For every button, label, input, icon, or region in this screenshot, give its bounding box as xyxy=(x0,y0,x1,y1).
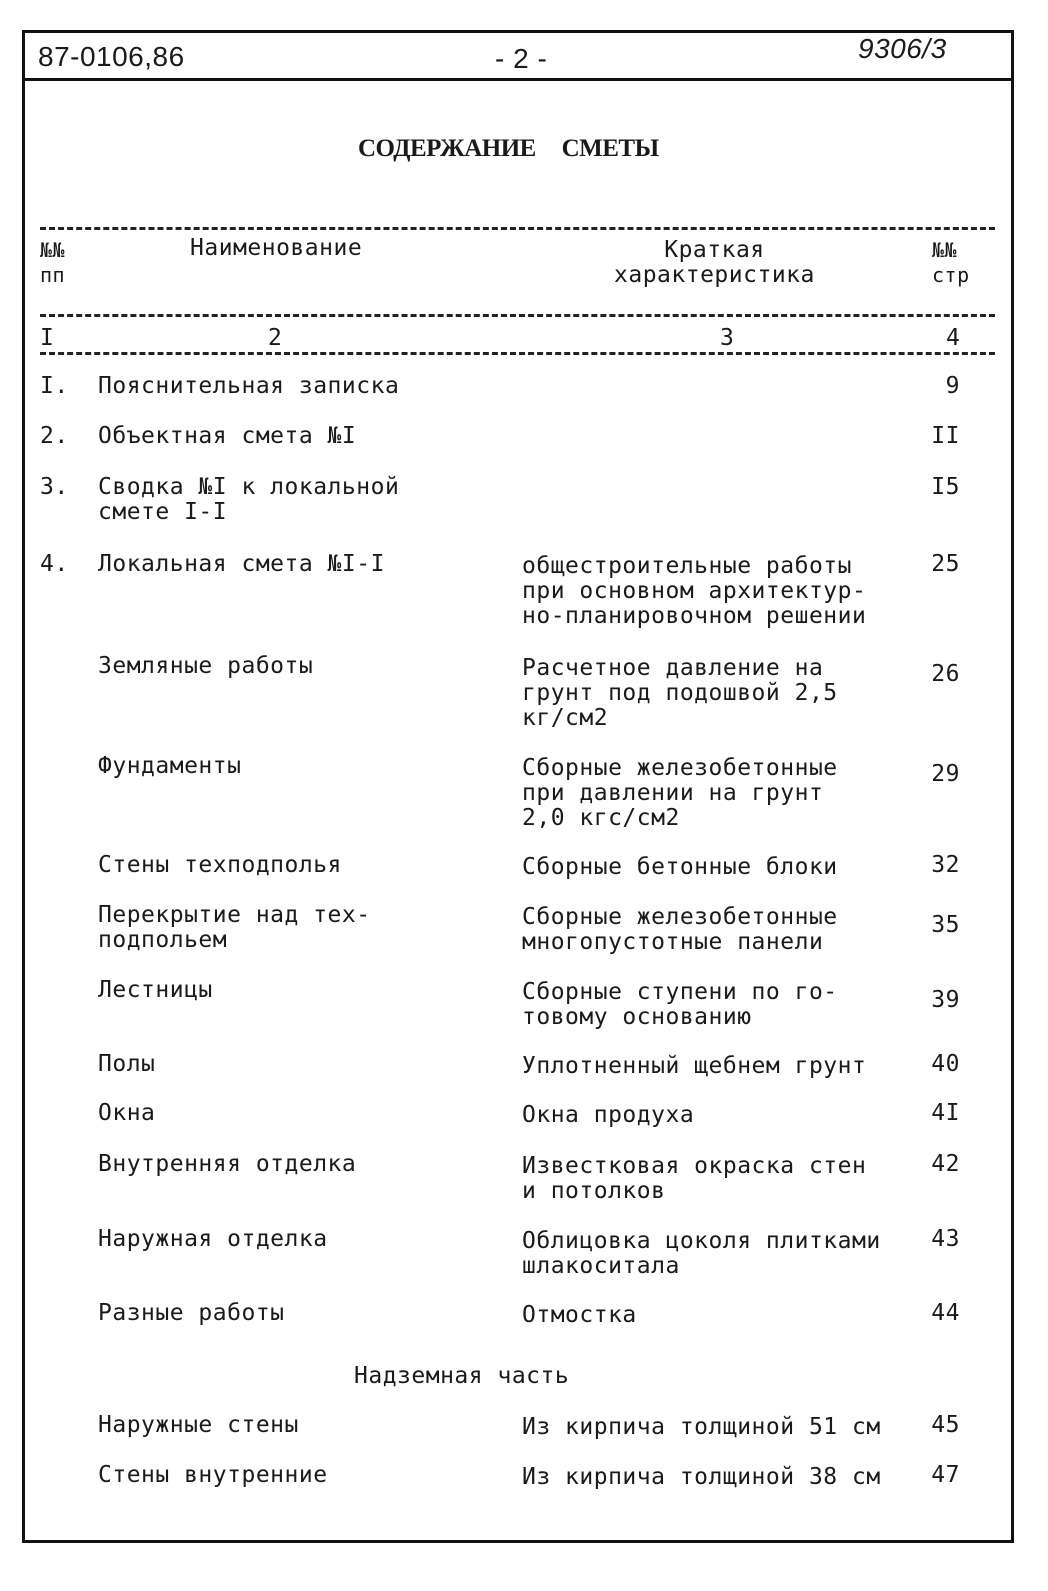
row-page: 9 xyxy=(945,373,960,399)
table-rule-bottom xyxy=(40,352,995,355)
row-description: Отмостка xyxy=(522,1302,637,1328)
col-number-3: 3 xyxy=(720,325,735,351)
page-title: СОДЕРЖАНИЕ СМЕТЫ xyxy=(358,135,659,162)
row-description: Окна продуха xyxy=(522,1102,695,1128)
row-description: общестроительные работы при основном архитектур- но-планировочном решении xyxy=(522,553,867,629)
row-name: Локальная смета №I-I xyxy=(98,551,385,577)
row-description: Из кирпича толщиной 51 см xyxy=(522,1414,881,1440)
page-number: - 2 - xyxy=(495,43,548,74)
row-page: 29 xyxy=(931,761,960,787)
row-description: Расчетное давление на грунт под подошвой 2,5 кг/см2 xyxy=(522,655,838,731)
row-page: 44 xyxy=(931,1300,960,1326)
header-divider xyxy=(22,78,1014,81)
col-number-2: 2 xyxy=(268,325,283,351)
row-description: Сборные ступени по го- товому основанию xyxy=(522,979,838,1030)
col-header-name: Наименование xyxy=(190,235,363,261)
row-name: Полы xyxy=(98,1051,156,1077)
row-name: Разные работы xyxy=(98,1300,285,1326)
row-name: Стены техподполья xyxy=(98,852,342,878)
row-page: 43 xyxy=(931,1226,960,1252)
row-page: II xyxy=(931,423,960,449)
row-page: 35 xyxy=(931,912,960,938)
row-number: 4. xyxy=(40,551,69,577)
doc-ref: 9306/3 xyxy=(858,33,947,64)
row-name: Внутренняя отделка xyxy=(98,1151,357,1177)
row-page: 25 xyxy=(931,551,960,577)
col-number-4: 4 xyxy=(946,325,961,351)
col-header-num: №№ пп xyxy=(40,238,66,287)
row-page: I5 xyxy=(931,474,960,500)
row-page: 42 xyxy=(931,1151,960,1177)
row-page: 47 xyxy=(931,1462,960,1488)
row-description: Сборные железобетонные многопустотные панели xyxy=(522,904,838,955)
row-description: Из кирпича толщиной 38 см xyxy=(522,1464,881,1490)
row-page: 39 xyxy=(931,987,960,1013)
row-description: Уплотненный щебнем грунт xyxy=(522,1053,867,1079)
row-page: 40 xyxy=(931,1051,960,1077)
row-name: Объектная смета №I xyxy=(98,423,357,449)
col-header-page: №№ стр xyxy=(932,238,970,287)
row-name: Лестницы xyxy=(98,977,213,1003)
row-number: 3. xyxy=(40,474,69,500)
row-page: 4I xyxy=(931,1100,960,1126)
row-name: Фундаменты xyxy=(98,753,242,779)
row-name: Стены внутренние xyxy=(98,1462,328,1488)
row-name: Земляные работы xyxy=(98,653,314,679)
row-description: Сборные железобетонные при давлении на грунт 2,0 кгс/см2 xyxy=(522,755,838,831)
row-name: Окна xyxy=(98,1100,156,1126)
row-page: 26 xyxy=(931,661,960,687)
row-name: Пояснительная записка xyxy=(98,373,400,399)
row-description: Сборные бетонные блоки xyxy=(522,854,838,880)
row-number: I. xyxy=(40,373,69,399)
table-rule-top xyxy=(40,227,995,230)
row-number: 2. xyxy=(40,423,69,449)
row-name: Наружная отделка xyxy=(98,1226,328,1252)
row-description: Известковая окраска стен и потолков xyxy=(522,1153,867,1204)
row-description: Облицовка цоколя плитками шлакоситала xyxy=(522,1228,881,1279)
row-page: 32 xyxy=(931,852,960,878)
doc-code: 87-0106,86 xyxy=(38,41,185,72)
row-name: Наружные стены xyxy=(98,1412,299,1438)
section-heading: Надземная часть xyxy=(354,1363,570,1389)
row-name: Сводка №I к локальной смете I-I xyxy=(98,474,400,525)
row-page: 45 xyxy=(931,1412,960,1438)
col-number-1: I xyxy=(40,325,55,351)
col-header-desc: Краткая характеристика xyxy=(614,237,815,288)
row-name: Перекрытие над тех- подпольем xyxy=(98,902,371,953)
table-rule-mid xyxy=(40,314,995,317)
